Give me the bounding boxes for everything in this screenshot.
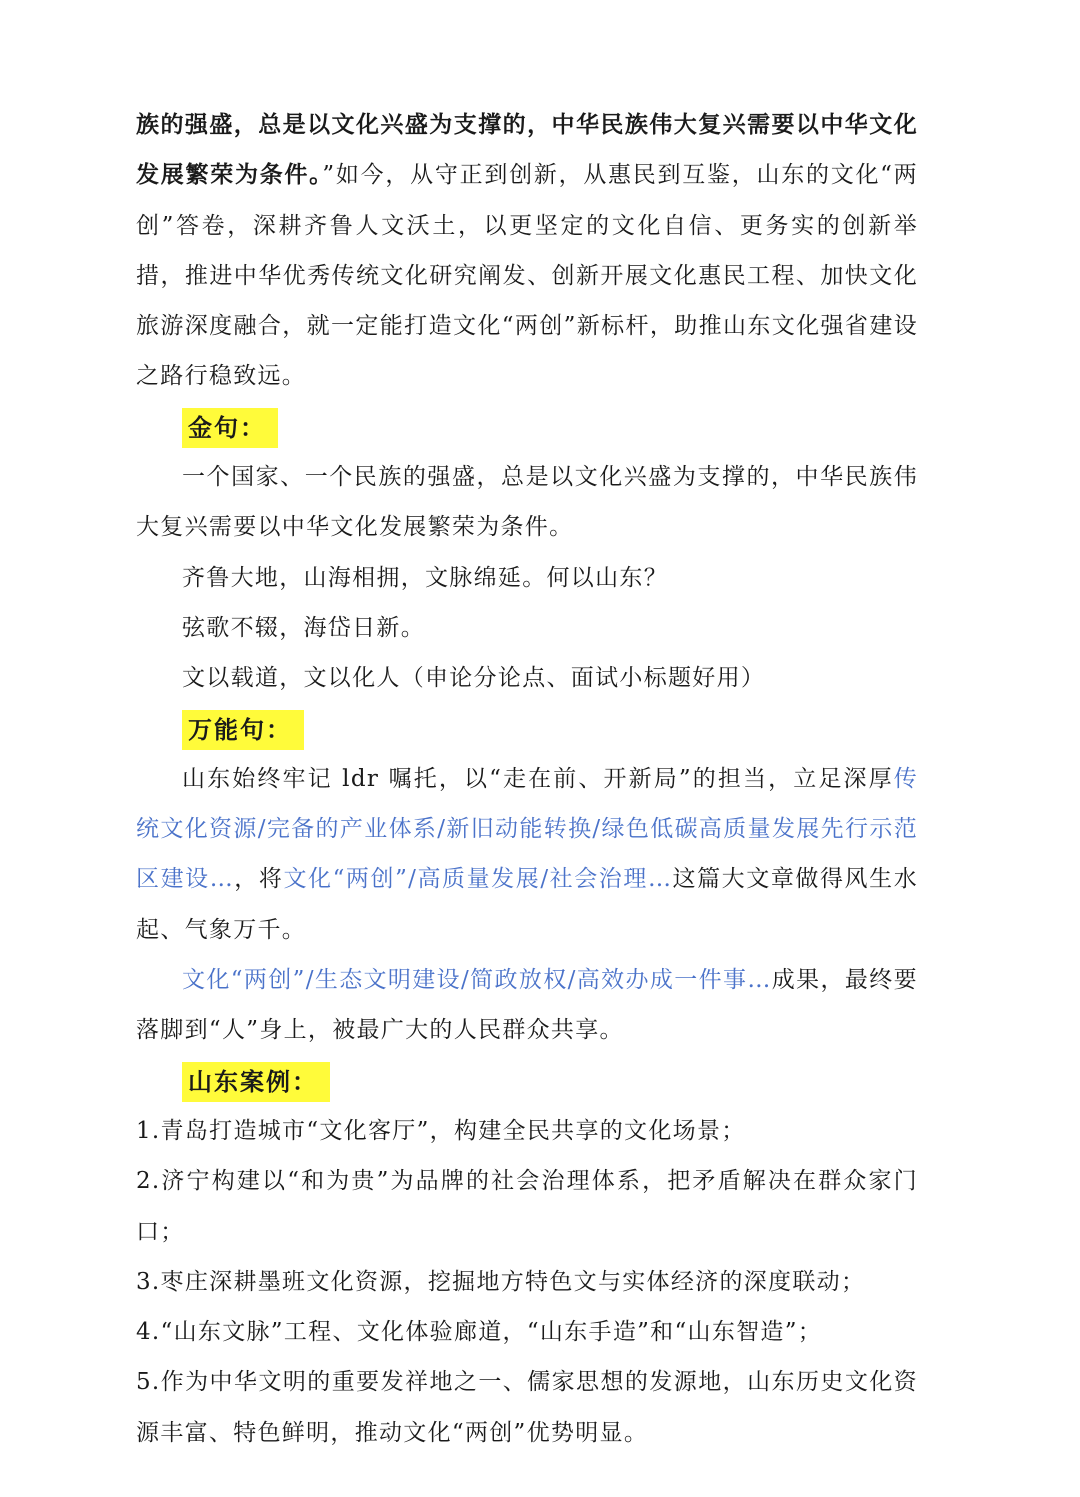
universal-p1-text-a: 山东始终牢记 ldr 嘱托，以“走在前、开新局”的担当，立足深厚	[182, 765, 894, 792]
cases-list	[136, 1106, 918, 1458]
document-page	[136, 100, 918, 1458]
golden-heading-row	[136, 402, 918, 452]
golden-line-4: 文以载道，文以化人（申论分论点、面试小标题好用）	[182, 665, 766, 692]
golden-line-3: 弦歌不辍，海岱日新。	[182, 614, 425, 641]
universal-heading-row	[136, 704, 918, 754]
universal-p1-blue-2: 文化“两创”/高质量发展/社会治理…	[283, 866, 673, 893]
intro-bold-text: 族的强盛，总是以文化兴盛为支撑的，中华民族伟大复兴需要以中华文化发展繁荣为条件。	[136, 111, 918, 189]
golden-heading: 金句：	[182, 408, 278, 448]
golden-line-1: 一个国家、一个民族的强盛，总是以文化兴盛为支撑的，中华民族伟大复兴需要以中华文化发展繁荣为条件。	[136, 464, 918, 541]
universal-p2-blue: 文化“两创”/生态文明建设/简政放权/高效办成一件事…	[182, 967, 772, 994]
cases-heading-row	[136, 1056, 918, 1106]
case-item-1: 1.青岛打造城市“文化客厅”，构建全民共享的文化场景；	[136, 1117, 746, 1144]
universal-p1-blue-1: 传统文化资源/完备的产业体系/新旧动能转换/绿色低碳高质量发展先行示范区建设…	[136, 765, 918, 893]
case-item-3: 3.枣庄深耕墨班文化资源，挖掘地方特色文与实体经济的深度联动；	[136, 1268, 866, 1295]
universal-paragraph-1	[136, 754, 918, 955]
case-item-4: 4.“山东文脉”工程、文化体验廊道，“山东手造”和“山东智造”；	[136, 1319, 823, 1346]
universal-heading: 万能句：	[182, 710, 304, 750]
cases-heading: 山东案例：	[182, 1062, 330, 1102]
universal-p2-text: 成果，最终要落脚到“人”身上，被最广大的人民群众共享。	[136, 967, 918, 1044]
universal-paragraph-2	[136, 955, 918, 1056]
intro-paragraph	[136, 100, 918, 402]
case-item-2: 2.济宁构建以“和为贵”为品牌的社会治理体系，把矛盾解决在群众家门口；	[136, 1168, 918, 1245]
intro-normal-text: ”如今，从守正到创新，从惠民到互鉴，山东的文化“两创”答卷，深耕齐鲁人文沃土，以更坚定的文化自信、更务实的创新举措，推进中华优秀传统文化研究阐发、创新开展文化惠民工程、加快文化旅游深度融合，就一定能打造文化“两创”新标杆，助推山东文化强省建设之路行稳致远。	[136, 162, 918, 390]
case-item-5: 5.作为中华文明的重要发祥地之一、儒家思想的发源地，山东历史文化资源丰富、特色鲜明，推动文化“两创”优势明显。	[136, 1369, 918, 1446]
golden-line-2: 齐鲁大地，山海相拥，文脉绵延。何以山东？	[182, 564, 668, 591]
universal-p1-text-c: 这篇大文章做得风生水起、气象万千。	[136, 866, 919, 943]
universal-p1-text-b: ，将	[234, 866, 284, 893]
